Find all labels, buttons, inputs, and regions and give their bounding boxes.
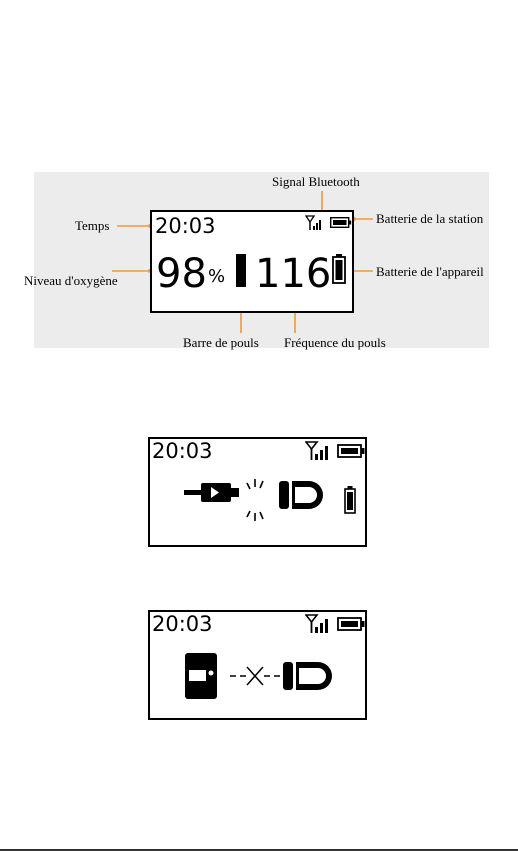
sensor-clip-icon [282, 660, 334, 692]
cable-plug-icon [184, 477, 244, 507]
lcd-display-annotated [150, 210, 354, 313]
label-oxygen-level: Niveau d'oxygène [24, 273, 118, 288]
oxygen-value: 98 [156, 251, 207, 297]
sensor-clip-icon [278, 479, 323, 511]
label-station-battery: Batterie de la station [376, 211, 484, 226]
disconnected-icon [230, 664, 280, 688]
device-battery-icon [344, 486, 356, 514]
station-device-icon [184, 652, 218, 700]
battery-icon [330, 217, 352, 228]
time-readout: 20:03 [152, 439, 213, 463]
label-pulse-rate: Fréquence du pouls [284, 335, 386, 350]
battery-icon [337, 444, 365, 458]
signal-waves-icon [242, 477, 270, 523]
pulse-rate-value: 116 [255, 251, 332, 297]
label-pulse-bar: Barre de pouls [183, 335, 259, 350]
signal-icon [305, 441, 331, 461]
lcd-display-disconnected [148, 610, 367, 720]
label-device-battery: Batterie de l'appareil [376, 264, 484, 279]
signal-icon [305, 215, 325, 231]
time-readout: 20:03 [155, 214, 216, 238]
label-bluetooth-signal: Signal Bluetooth [272, 174, 360, 189]
device-battery-icon [332, 254, 346, 284]
lcd-display-pairing [148, 437, 367, 547]
pulse-bar [236, 254, 246, 287]
signal-icon [305, 614, 331, 634]
time-readout: 20:03 [152, 612, 213, 636]
oxygen-unit: % [208, 266, 226, 287]
battery-icon [337, 617, 365, 631]
label-time: Temps [75, 218, 110, 233]
